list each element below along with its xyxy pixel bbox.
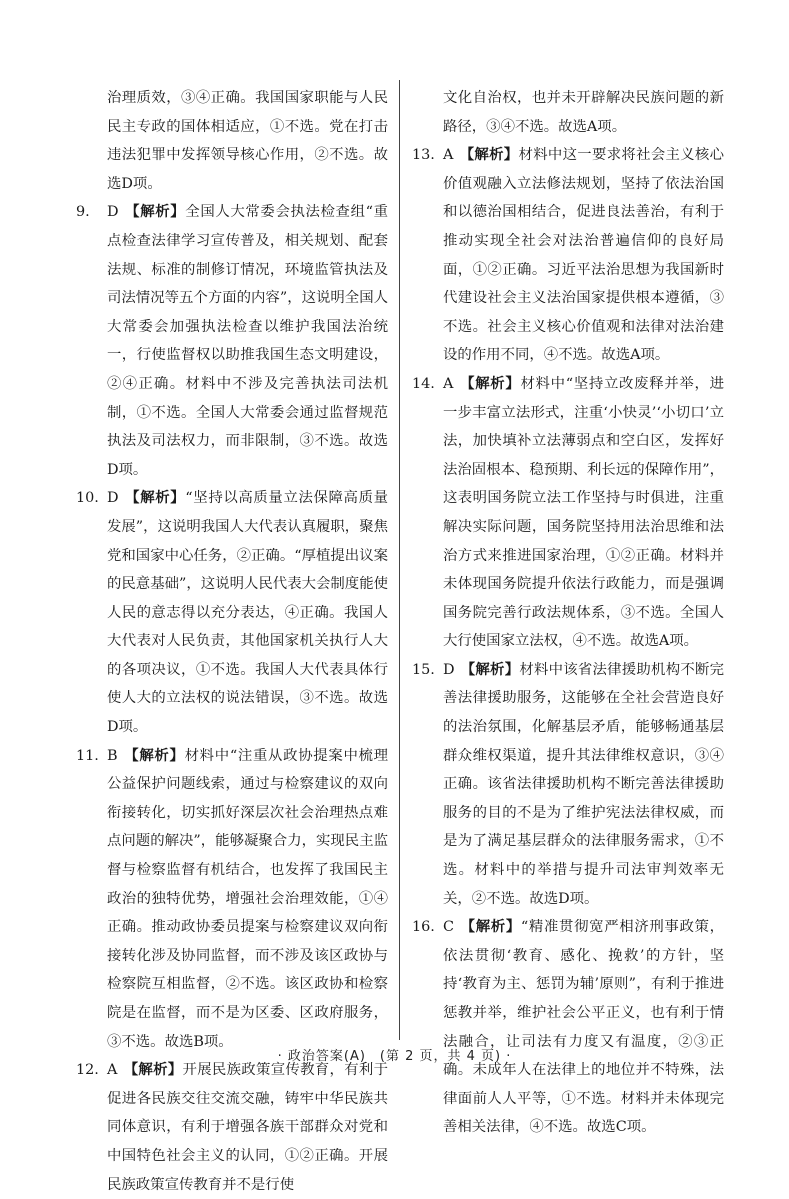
item-number: 11. xyxy=(76,747,99,764)
item-answer: D xyxy=(107,204,119,221)
answer-item-12 xyxy=(76,1056,388,1199)
item-number: 10. xyxy=(76,490,99,507)
item-answer: A xyxy=(443,147,454,164)
answer-item-9 xyxy=(76,198,388,484)
answer-item-15 xyxy=(412,656,724,913)
q12-continuation: 文化自治权，也并未开辟解决民族问题的新路径，③④不选。故选A项。 xyxy=(443,90,724,135)
item-answer: C xyxy=(443,919,455,936)
analysis-label: 【解析】 xyxy=(123,747,185,764)
item-text: 材料中“注重从政协提案中梳理公益保护问题线索，通过与检察建议的双向衔接转化，切实抓好深层次社会治理热点难点问题的解决”，能够凝聚合力，实现民主监督与检察监督有机结合，也发挥了我国民主政治的独特优势，增强社会治理效能，①④正确。推动政协委员提案与检察建议双向衔接转化涉及协同监督，而不涉及该区政协与检察院互相监督，②不选。该区政协和检察院是在监督，而不是为区委、区政府服务，③不选。故选B项。 xyxy=(107,747,388,1050)
left-column xyxy=(76,84,388,1199)
item-text: 全国人大常委会执法检查组“重点检查法律学习宣传普及，相关规划、配套法规、标准的制修订情况，环境监管执法及司法情况等五个方面的内容”，这说明全国人大常委会加强执法检查以维护我国法治统一，行使监督权以助推我国生态文明建设，②④正确。材料中不涉及完善执法司法机制，①不选。全国人大常委会通过监督规范执法及司法权力，而非限制，③不选。故选D项。 xyxy=(107,204,388,478)
analysis-label: 【解析】 xyxy=(460,919,521,936)
item-answer: A xyxy=(107,1062,118,1079)
item-answer: D xyxy=(107,490,119,507)
answer-item-10 xyxy=(76,484,388,741)
item-text: “精准贯彻宽严相济刑事政策，依法贯彻‘教育、感化、挽救’的方针，坚持‘教育为主、惩罚为辅’原则”，有利于推进惩教并举，维护社会公平正义，也有利于情法融合，让司法有力度又有温度，②③正确。未成年人在法律上的地位并不特殊，法律面前人人平等，①不选。材料并未体现完善相关法律，④不选。故选C项。 xyxy=(443,919,724,1136)
right-column xyxy=(412,84,724,1142)
answer-item-14 xyxy=(412,370,724,656)
item-number: 15. xyxy=(412,661,435,678)
item-number: 14. xyxy=(412,375,435,392)
analysis-label: 【解析】 xyxy=(459,147,519,164)
analysis-label: 【解析】 xyxy=(124,204,186,221)
item-text: 材料中“坚持立改废释并举，进一步丰富立法形式，注重‘小快灵’‘小切口’立法，加快填补立法薄弱点和空白区，发挥好法治固根本、稳预期、利长远的保障作用”，这表明国务院立法工作坚持与时俱进，注重解决实际问题，国务院坚持用法治思维和法治方式来推进国家治理，①②正确。材料并未体现国务院提升依法行政能力，而是强调国务院完善行政法规体系，③不选。全国人大行使国家立法权，④不选。故选A项。 xyxy=(443,375,724,650)
answer-item-16 xyxy=(412,913,724,1142)
item-number: 9. xyxy=(76,204,90,221)
analysis-label: 【解析】 xyxy=(460,661,520,678)
answer-item-11 xyxy=(76,742,388,1057)
item-number: 12. xyxy=(76,1062,99,1079)
item-text: 材料中这一要求将社会主义核心价值观融入立法修法规划，坚持了依法治国和以德治国相结合，促进良法善治，有利于推动实现全社会对法治普遍信仰的良好局面，①②正确。习近平法治思想为我国新时代建设社会主义法治国家提供根本遵循，③不选。社会主义核心价值观和法律对法治建设的作用不同，④不选。故选A项。 xyxy=(443,147,724,364)
column-divider xyxy=(399,80,400,1040)
item-text: “坚持以高质量立法保障高质量发展”，这说明我国人大代表认真履职，聚焦党和国家中心任务，②正确。“厚植提出议案的民意基础”，这说明人民代表大会制度能使人民的意志得以充分表达，④正确。我国人大代表对人民负责，其他国家机关执行人大的各项决议，①不选。我国人大代表具体行使人大的立法权的说法错误，③不选。故选D项。 xyxy=(107,490,388,736)
analysis-label: 【解析】 xyxy=(459,375,521,392)
item-number: 16. xyxy=(412,919,435,936)
item-text: 材料中该省法律援助机构不断完善法律援助服务，这能够在全社会营造良好的法治氛围，化解基层矛盾，能够畅通基层群众维权渠道，提升其法律维权意识，③④正确。该省法律援助机构不断完善法律援助服务的目的不是为了维护宪法法律权威，而是为了满足基层群众的法律服务需求，①不选。材料中的举措与提升司法审判效率无关，②不选。故选D项。 xyxy=(443,661,724,907)
item-answer: B xyxy=(107,747,118,764)
page-footer: · 政治答案(A) (第 2 页，共 4 页) · xyxy=(277,1049,512,1064)
answer-item-13 xyxy=(412,141,724,370)
item-text: 开展民族政策宣传教育，有利于促进各民族交往交流交融，铸牢中华民族共同体意识，有利于增强各族干部群众对党和中国特色社会主义的认同，①②正确。开展民族政策宣传教育并不是行使 xyxy=(107,1062,388,1193)
item-number: 13. xyxy=(412,147,435,164)
item-answer: A xyxy=(443,375,454,392)
analysis-label: 【解析】 xyxy=(124,490,186,507)
analysis-label: 【解析】 xyxy=(123,1062,183,1079)
item-answer: D xyxy=(443,661,455,678)
q8-continuation: 治理质效，③④正确。我国国家职能与人民民主专政的国体相适应，①不选。党在打击违法犯罪中发挥领导核心作用，②不选。故选D项。 xyxy=(107,90,388,192)
